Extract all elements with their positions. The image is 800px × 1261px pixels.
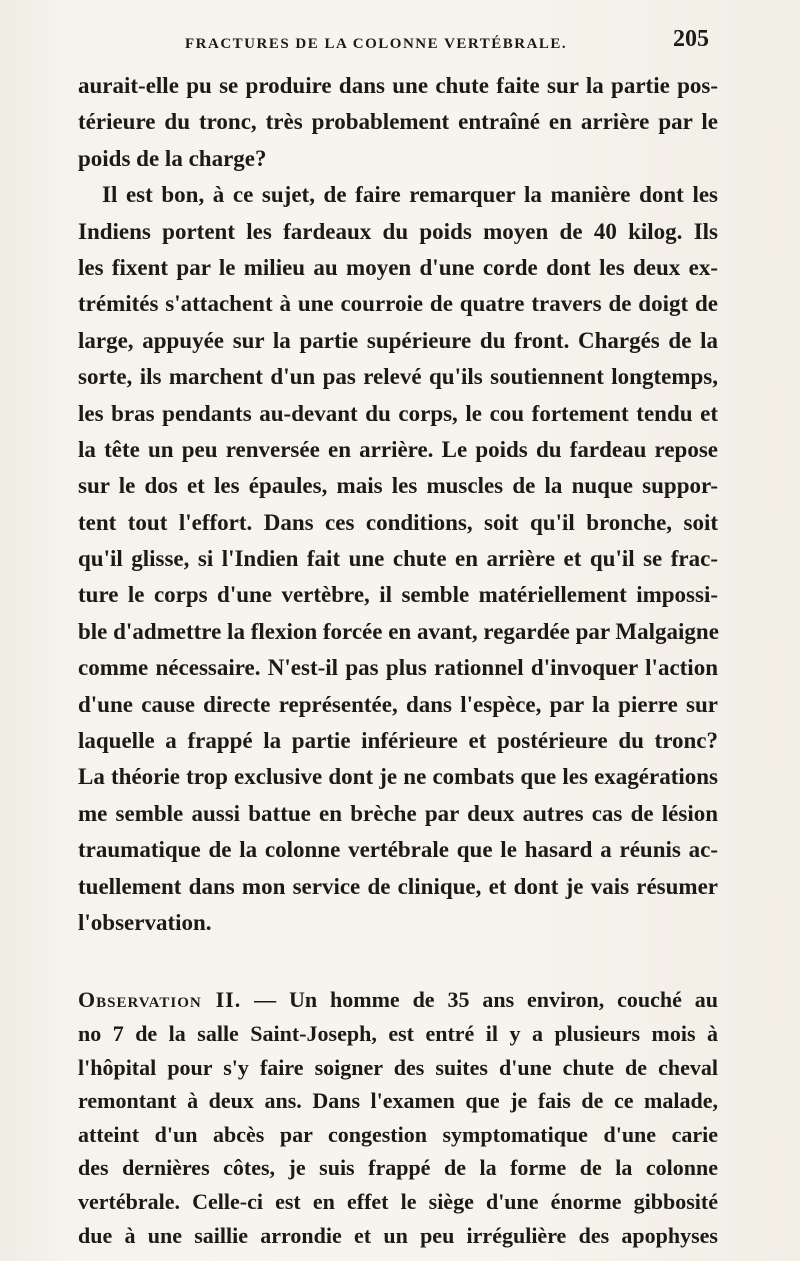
text-line: large, appuyée sur la partie supérieure du front. Chargés de la [78,327,718,353]
text-line: sorte, ils marchent d'un pas relevé qu'ils soutiennent longtemps, [78,364,718,390]
text-line: Indiens portent les fardeaux du poids moyen de 40 kilog. Ils [78,218,718,244]
text-line: Il est bon, à ce sujet, de faire remarquer la manière dont les [102,182,718,208]
text-line [78,983,718,1017]
text-line: traumatique de la colonne vertébrale que le hasard a réunis ac- [78,837,718,863]
text-line: les fixent par le milieu au moyen d'une corde dont les deux ex- [78,254,718,280]
text-line: l'hôpital pour s'y faire soigner des suites d'une chute de cheval [78,1054,718,1080]
text-line: no 7 de la salle Saint-Joseph, est entré il y a plusieurs mois à [78,1020,718,1046]
text-line: remontant à deux ans. Dans l'examen que je fais de ce malade, [78,1088,718,1114]
page-number: 205 [673,26,709,52]
text-line: atteint d'un abcès par congestion symptomatique d'une carie [78,1121,718,1147]
text-line: d'une cause directe représentée, dans l'espèce, par la pierre sur [78,691,718,717]
text-line: sur le dos et les épaules, mais les muscles de la nuque suppor- [78,473,718,499]
text-line: La théorie trop exclusive dont je ne combats que les exagérations [78,764,718,790]
observation-paragraph [78,983,718,1252]
text-line: tent tout l'effort. Dans ces conditions, soit qu'il bronche, soit [78,509,718,535]
text-line: des dernières côtes, je suis frappé de la forme de la colonne [78,1155,718,1181]
text-line: l'observation. [78,909,212,935]
observation-label: Observation II. [78,987,242,1013]
body-text [78,68,718,1252]
text-line: me semble aussi battue en brèche par deux autres cas de lésion [78,800,718,826]
text-line: la tête un peu renversée en arrière. Le poids du fardeau repose [78,436,718,462]
text-line: vertébrale. Celle-ci est en effet le siège d'une énorme gibbosité [78,1188,718,1214]
text-line: qu'il glisse, si l'Indien fait une chute en arrière et qu'il se frac- [78,546,718,572]
text-line: les bras pendants au-devant du corps, le cou fortement tendu et [78,400,718,426]
observation-text: — Un homme de 35 ans environ, couché au [254,987,719,1013]
text-line: ture le corps d'une vertèbre, il semble matériellement impossi- [78,582,718,608]
section-gap [78,941,718,983]
text-line: trémités s'attachent à une courroie de quatre travers de doigt de [78,291,718,317]
text-line: poids de la charge? [78,145,267,171]
text-line: aurait-elle pu se produire dans une chute faite sur la partie pos- [78,73,718,98]
text-line: ble d'admettre la flexion forcée en avant, regardée par Malgaigne [78,618,719,644]
text-line: due à une saillie arrondie et un peu irrégulière des apophyses [78,1222,718,1248]
text-line: tuellement dans mon service de clinique, et dont je vais résumer [78,873,718,899]
paragraph-1 [78,68,718,177]
text-line: térieure du tronc, très probablement entraîné en arrière par le [78,109,718,135]
text-line: laquelle a frappé la partie inférieure et postérieure du tronc? [78,728,718,754]
running-title: FRACTURES DE LA COLONNE VERTÉBRALE. [185,36,568,52]
paragraph-2 [78,177,718,941]
text-line: comme nécessaire. N'est-il pas plus rationnel d'invoquer l'action [78,655,718,681]
